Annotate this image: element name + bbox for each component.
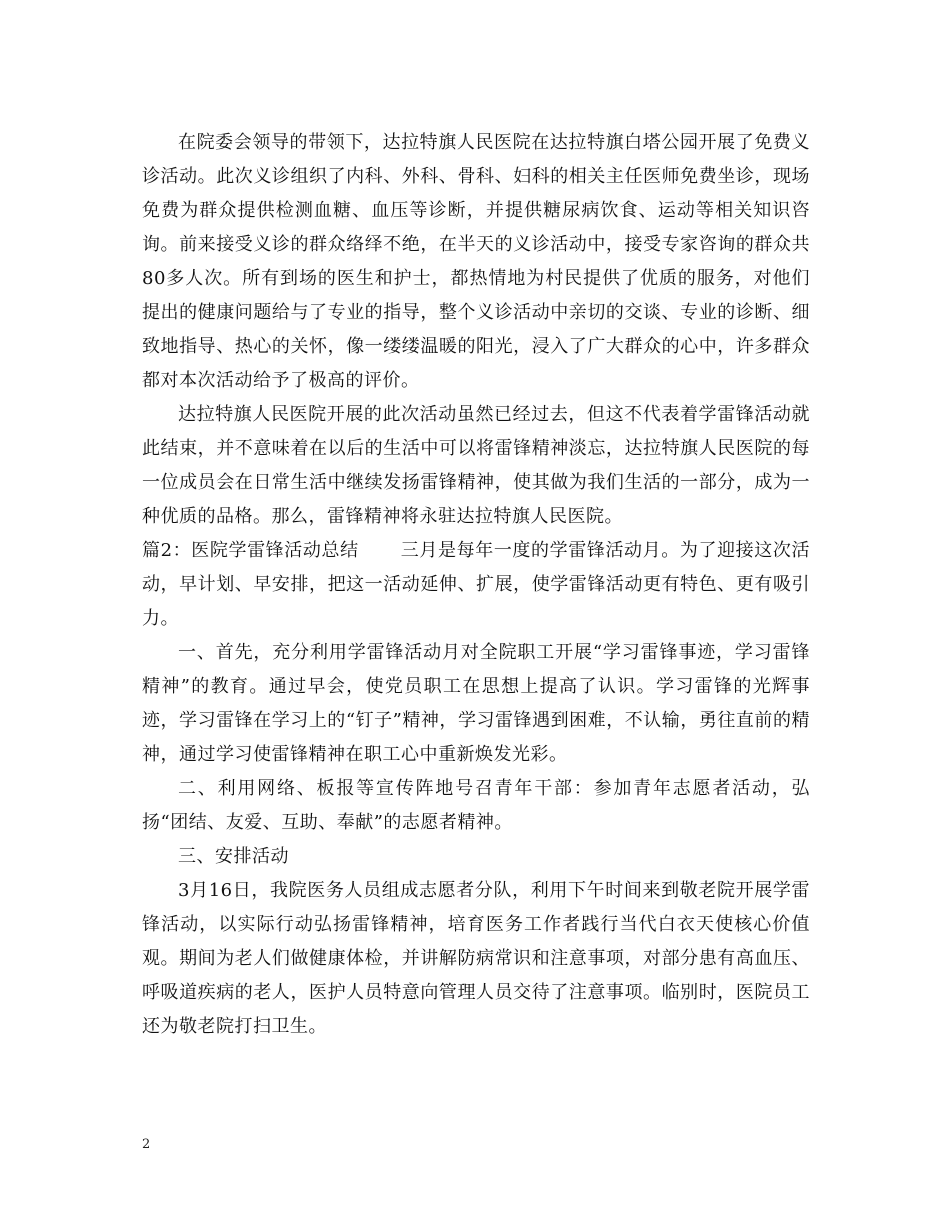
section-intro: 三月是每年一度的学雷锋活动月。为了迎接这次活动，早计划、早安排，把这一活动延伸、扩展，使学雷锋活动更有特色、更有吸引力。 bbox=[142, 540, 810, 629]
item-first-education: 一、首先，充分利用学雷锋活动月对全院职工开展“学习雷锋事迹，学习雷锋精神”的教育。通过早会，使党员职工在思想上提高了认识。学习雷锋的光辉事迹，学习雷锋在学习上的“钉子”精神，学习雷锋遇到困难，不认输，勇往直前的精神，通过学习使雷锋精神在职工心中重新焕发光彩。 bbox=[142, 642, 810, 765]
item-second-volunteer: 二、利用网络、板报等宣传阵地号召青年干部：参加青年志愿者活动，弘扬“团结、友爱、互助、奉献”的志愿者精神。 bbox=[142, 778, 810, 833]
section-title: 篇2：医院学雷锋活动总结 bbox=[142, 540, 359, 561]
page-number: 2 bbox=[142, 1137, 151, 1152]
paragraph-lei-feng-spirit: 达拉特旗人民医院开展的此次活动虽然已经过去，但这不代表着学雷锋活动就此结束，并不意味着在以后的生活中可以将雷锋精神淡忘，达拉特旗人民医院的每一位成员会在日常生活中继续发扬雷锋精神，使其做为我们生活的一部分，成为一种优质的品格。那么，雷锋精神将永驻达拉特旗人民医院。 bbox=[142, 404, 810, 527]
document-body bbox=[142, 126, 810, 1044]
item-third-heading: 三、安排活动 bbox=[178, 846, 289, 867]
item-nursing-home-activity: 3月16日，我院医务人员组成志愿者分队，利用下午时间来到敬老院开展学雷锋活动，以实际行动弘扬雷锋精神，培育医务工作者践行当代白衣天使核心价值观。期间为老人们做健康体检，并讲解防病常识和注意事项，对部分患有高血压、呼吸道疾病的老人，医护人员特意向管理人员交待了注意事项。临别时，医院员工还为敬老院打扫卫生。 bbox=[142, 880, 810, 1037]
section-heading-paragraph bbox=[142, 534, 810, 636]
paragraph-free-clinic: 在院委会领导的带领下，达拉特旗人民医院在达拉特旗白塔公园开展了免费义诊活动。此次义诊组织了内科、外科、骨科、妇科的相关主任医师免费坐诊，现场免费为群众提供检测血糖、血压等诊断，并提供糖尿病饮食、运动等相关知识咨询。前来接受义诊的群众络绎不绝，在半天的义诊活动中，接受专家咨询的群众共80多人次。所有到场的医生和护士，都热情地为村民提供了优质的服务，对他们提出的健康问题给与了专业的指导，整个义诊活动中亲切的交谈、专业的诊断、细致地指导、热心的关怀，像一缕缕温暖的阳光，浸入了广大群众的心中，许多群众都对本次活动给予了极高的评价。 bbox=[142, 132, 810, 391]
